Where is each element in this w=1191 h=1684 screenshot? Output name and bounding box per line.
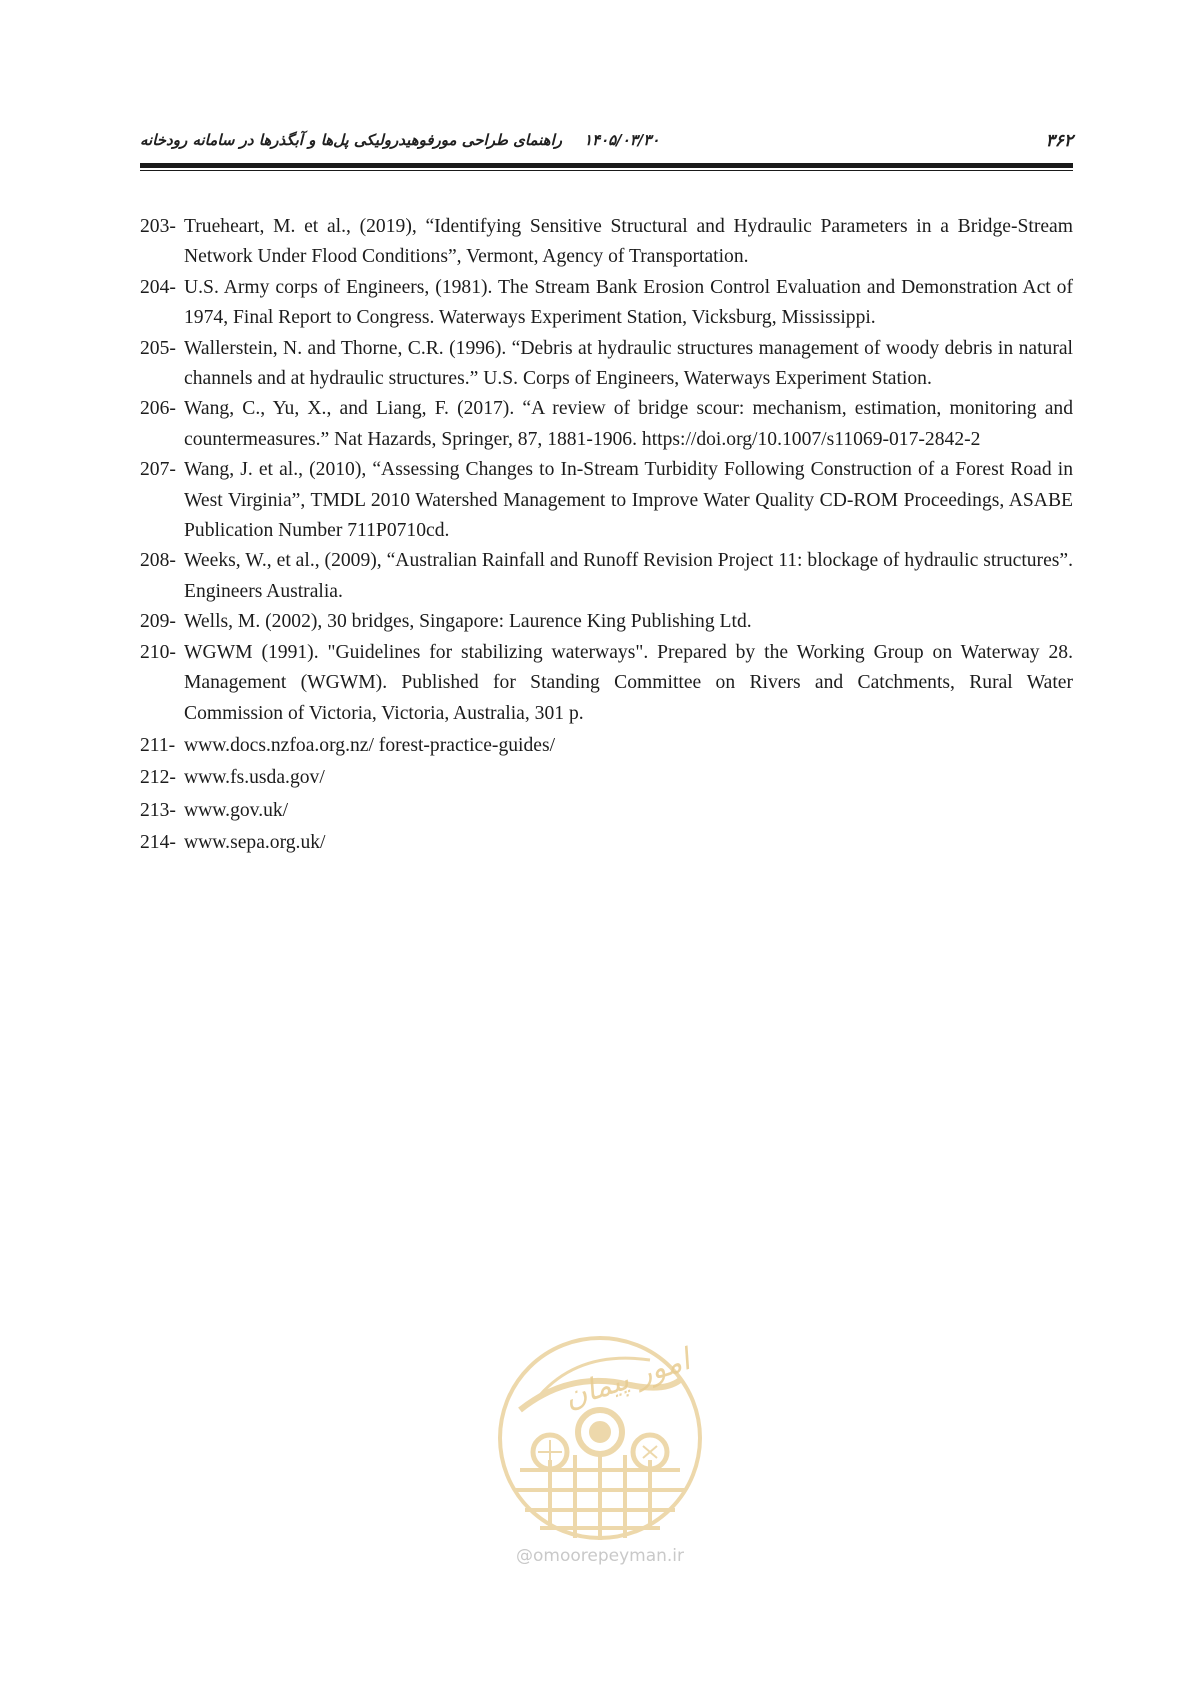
reference-item [140, 455, 1073, 546]
header-rule-thick [140, 163, 1073, 168]
reference-item [140, 763, 1073, 793]
header-date: ۱۴۰۵/۰۳/۳۰ [584, 131, 660, 149]
reference-item [140, 828, 1073, 858]
reference-number: 214- [140, 832, 176, 854]
reference-text: Wallerstein, N. and Thorne, C.R. (1996). “Debris at hydraulic structures management of woody debris in natural channels and at hydraulic structures.” U.S. Corps of Engineers, Waterways Experiment Station. [184, 337, 1073, 390]
reference-text: U.S. Army corps of Engineers, (1981). The Stream Bank Erosion Control Evaluation and Demonstration Act of 1974, Final Report to Congress. Waterways Experiment Station, Vicksburg, Mississippi. [184, 276, 1073, 329]
reference-number: 210- [140, 641, 176, 663]
page-header [140, 127, 1073, 157]
reference-number: 209- [140, 611, 176, 633]
reference-number: 204- [140, 276, 176, 298]
reference-number: 205- [140, 337, 176, 359]
reference-item [140, 273, 1073, 334]
header-title: راهنمای طراحی مورفوهیدرولیکی پل‌ها و آبگذرها در سامانه رودخانه [140, 131, 562, 149]
reference-number: 203- [140, 216, 176, 237]
running-title [140, 131, 659, 149]
watermark-url: @omoorepeyman.ir [515, 1546, 685, 1566]
reference-item [140, 796, 1073, 826]
reference-text: Trueheart, M. et al., (2019), “Identifying Sensitive Structural and Hydraulic Parameters in a Bridge-Stream Network Under Flood Conditions”, Vermont, Agency of Transportation. [184, 216, 1073, 268]
reference-text: Wang, J. et al., (2010), “Assessing Changes to In-Stream Turbidity Following Construction of a Forest Road in West Virginia”, TMDL 2010 Watershed Management to Improve Water Quality CD-ROM Proceedings, ASABE Publication Number 711P0710cd. [184, 459, 1073, 542]
page-number: ۳۶۲ [1045, 131, 1073, 151]
reference-number: 208- [140, 550, 176, 572]
reference-number: 213- [140, 799, 176, 821]
reference-item [140, 334, 1073, 395]
reference-text: Weeks, W., et al., (2009), “Australian Rainfall and Runoff Revision Project 11: blockage of hydraulic structures”. Engineers Australia. [184, 550, 1073, 602]
reference-item [140, 394, 1073, 455]
watermark [480, 1330, 720, 1585]
watermark-logo-icon [480, 1330, 720, 1545]
reference-item [140, 607, 1073, 637]
reference-item [140, 638, 1073, 729]
reference-text: Wells, M. (2002), 30 bridges, Singapore: Laurence King Publishing Ltd. [184, 611, 752, 633]
reference-item [140, 546, 1073, 607]
reference-number: 212- [140, 767, 176, 789]
reference-text: Wang, C., Yu, X., and Liang, F. (2017). “A review of bridge scour: mechanism, estimation, monitoring and countermeasures.” Nat Hazards, Springer, 87, 1881-1906. https://doi.org/10.1007/s11069-017-2842-2 [184, 398, 1073, 450]
reference-text: www.fs.usda.gov/ [184, 767, 325, 789]
reference-number: 211- [140, 734, 176, 756]
watermark-logo-text: امور پیمان [559, 1342, 695, 1416]
reference-number: 207- [140, 459, 176, 481]
reference-text: WGWM (1991). "Guidelines for stabilizing waterways". Prepared by the Working Group on Waterway 28. Management (WGWM). Published for Standing Committee on Rivers and Catchments, Rural Water Commission of Victoria, Victoria, Australia, 301 p. [184, 641, 1073, 724]
reference-text: www.sepa.org.uk/ [184, 832, 326, 854]
reference-item [140, 212, 1073, 273]
reference-list [140, 212, 1073, 859]
header-rule-thin [140, 170, 1073, 171]
reference-text: www.docs.nzfoa.org.nz/ forest-practice-guides/ [184, 734, 556, 756]
reference-number: 206- [140, 398, 176, 420]
reference-text: www.gov.uk/ [184, 799, 289, 821]
reference-item [140, 731, 1073, 761]
